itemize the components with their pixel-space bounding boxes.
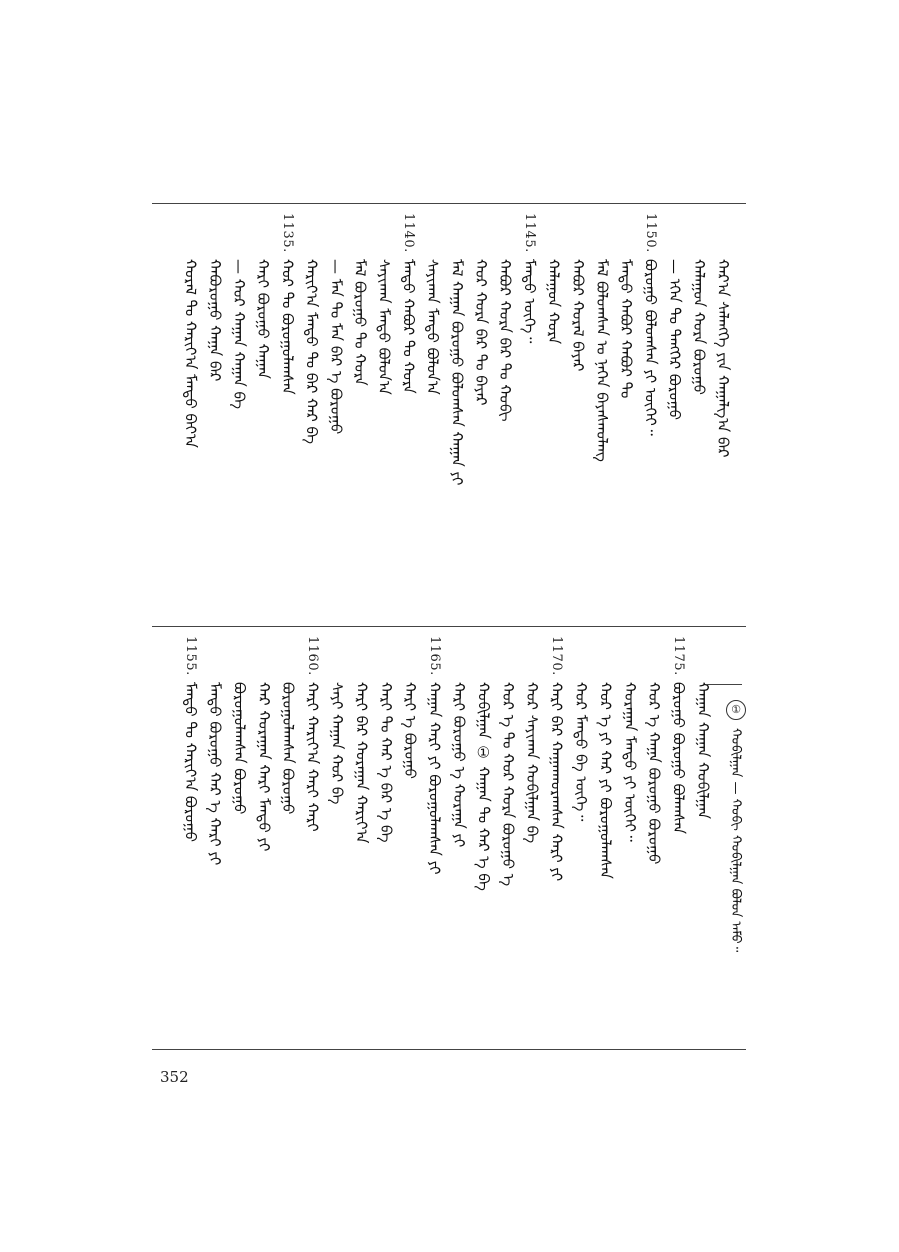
line-text: ᠮᠠᠯ ᠪᠣᠯᠤᠭᠰᠠᠨ ᠤ ᠨᠡᠭᠡᠨ ᠪᠠᠶᠠᠰᠬᠤᠯᠠᠩ bbox=[593, 258, 611, 462]
footnote-marker: ① bbox=[726, 700, 746, 720]
verse-line bbox=[692, 636, 714, 1036]
verse-line bbox=[252, 213, 274, 613]
verse-line bbox=[424, 636, 446, 1036]
line-text: ᠮᠠᠯ ᠪᠤᠷᠤᠭᠤ ᠲᠤ ᠬᠤᠷᠠ bbox=[351, 258, 369, 386]
line-number: 1145. bbox=[521, 213, 537, 253]
footnote-rule bbox=[706, 684, 742, 685]
line-text: ᠬᠠᠪᠤᠷᠤᠭᠤ ᠬᠠᠭᠠ ᠪᠠᠷ bbox=[205, 258, 224, 382]
line-text: ᠬᠤᠷ ᠡ ᠲᠤ ᠬᠤᠷ ᠬᠤᠷᠠ ᠪᠤᠷᠤᠭᠤ ᠡ bbox=[498, 681, 517, 886]
top-rule bbox=[152, 203, 746, 204]
line-text: ᠰᠠᠶᠢ ᠬᠠᠭᠠᠨ ᠬᠤᠷ ᠪᠠ bbox=[328, 681, 346, 805]
line-text: ᠮᠡᠨᠳᠦ ᠲᠤ ᠬᠠᠷᠢᠶ᠎ᠠ ᠪᠤᠷᠤᠭᠤ bbox=[181, 681, 200, 842]
line-text: ᠬᠠᠷ ᠬᠤᠷᠠᠭᠠᠨ ᠬᠠᠷᠢ ᠮᠡᠨᠳᠦ ᠶᠢ bbox=[254, 681, 273, 852]
line-text: ᠬᠤᠷ ᠲᠤ ᠪᠤᠷᠤᠭᠤᠯᠠᠭᠰᠠᠨ bbox=[278, 258, 297, 395]
footnote-text: ᠬᠤᠪᠢᠯᠭᠠᠨ — ᠬᠤᠪᠢ ᠬᠤᠪᠢᠯᠭᠠᠨ ᠪᠤᠯᠤᠨ ᠠᠮᠤ᠃ bbox=[728, 728, 743, 953]
line-number: 1165. bbox=[427, 636, 443, 676]
verse-line bbox=[543, 213, 565, 613]
line-text: ᠬᠠᠭᠠᠨ ᠬᠠᠭᠠᠨ ᠬᠤᠪᠢᠯᠭᠠᠨ bbox=[694, 681, 712, 819]
verse-line bbox=[397, 213, 419, 613]
upper-verse-block bbox=[152, 213, 746, 613]
verse-line bbox=[350, 636, 372, 1036]
verse-line bbox=[180, 636, 202, 1036]
line-text: ᠬᠠᠷᠢᠶ᠎ᠠ ᠮᠡᠨᠳᠦ ᠲᠤ ᠪᠠᠷ ᠬᠠᠷ ᠪᠠ bbox=[302, 258, 321, 444]
verse-line bbox=[567, 213, 589, 613]
bottom-rule bbox=[152, 1049, 746, 1050]
line-text: ᠮᠡᠨᠳᠦ ᠪᠤᠷᠤᠭᠤ ᠬᠠᠷ ᠡ ᠬᠠᠷᠢ ᠶᠢ bbox=[206, 681, 224, 865]
middle-rule bbox=[152, 626, 746, 627]
line-text: ᠬᠠᠷᠢ ᠪᠠᠷ ᠬᠠᠭᠠᠨᠬᠤᠷᠠᠭᠰᠠᠨ ᠬᠠᠷᠢ ᠶᠢ bbox=[547, 681, 566, 881]
verse-line bbox=[472, 636, 494, 1036]
line-text: ᠬᠠᠯᠠᠭᠤᠨ ᠬᠤᠷᠠ bbox=[544, 258, 563, 344]
verse-line bbox=[643, 636, 665, 1036]
line-text: ᠬᠠᠷᠢ ᠬᠠᠷᠢᠶ᠎ᠠ ᠬᠠᠷᠢ ᠬᠠᠷᠢ bbox=[303, 681, 322, 832]
verse-line bbox=[570, 636, 592, 1036]
verse-line bbox=[712, 213, 734, 613]
verse-line bbox=[446, 213, 468, 613]
line-text: ᠬᠠᠷᠢ ᠪᠤᠷᠤᠭᠤ ᠬᠠᠭᠠᠨ bbox=[254, 258, 273, 379]
line-text: — ᠮᠡᠨ ᠲᠤ ᠮᠡᠨ ᠪᠠᠷ ᠡ ᠪᠤᠷᠤᠭᠤ bbox=[326, 258, 345, 434]
line-text: ᠪᠤᠷᠤᠭᠤ ᠪᠣᠯᠤᠭᠰᠠᠨ ᠶᠢ ᠦᠭᠡᠶ᠃ bbox=[641, 258, 660, 436]
verse-line bbox=[594, 636, 616, 1036]
verse-line bbox=[521, 636, 543, 1036]
verse-line bbox=[668, 636, 690, 1036]
verse-line bbox=[180, 213, 202, 613]
line-text: ᠬᠠᠪᠤᠷ ᠬᠤᠷᠠ ᠪᠠᠷ ᠲᠤ ᠬᠤᠪᠢ bbox=[496, 258, 515, 422]
verse-line bbox=[375, 636, 397, 1036]
line-text: ᠮᠡᠨᠳᠦ ᠬᠠᠪᠤᠷ ᠲᠤ ᠬᠤᠷᠠ bbox=[399, 258, 418, 394]
verse-line bbox=[688, 213, 710, 613]
verse-line bbox=[470, 213, 492, 613]
line-text: ᠬᠠᠷᠢ ᠲᠤ ᠬᠠᠷ ᠡ ᠪᠠᠷ ᠡ ᠪᠠ bbox=[376, 681, 395, 843]
line-number: 1140. bbox=[400, 213, 416, 253]
line-text: ᠬᠤᠷ ᠬᠤᠷᠠ ᠪᠠᠷ ᠲᠤ ᠪᠠᠶᠠᠷ bbox=[472, 258, 490, 406]
verse-line bbox=[228, 213, 250, 613]
line-text: ᠬᠤᠷ ᠰᠠᠶᠢᠬᠠᠨ ᠬᠤᠪᠢᠯᠭᠠᠨ ᠪᠠ bbox=[523, 681, 542, 843]
line-number: 1175. bbox=[671, 636, 687, 676]
verse-line bbox=[448, 636, 470, 1036]
verse-line bbox=[494, 213, 516, 613]
verse-line bbox=[326, 636, 348, 1036]
line-text: ᠬᠤᠷᠠᠭᠠᠨ ᠮᠡᠨᠳᠦ ᠶᠢ ᠦᠭᠡᠶ᠃ bbox=[620, 681, 639, 842]
line-number: 1160. bbox=[305, 636, 321, 676]
footnote-line bbox=[724, 728, 746, 952]
line-text: ᠬᠠᠭᠠᠨ ᠬᠠᠷᠢ ᠶᠢ ᠪᠤᠷᠤᠭᠤᠯᠠᠭᠰᠠᠨ ᠶᠢ bbox=[425, 681, 444, 875]
verse-line bbox=[302, 636, 324, 1036]
verse-line bbox=[277, 636, 299, 1036]
page-number: 352 bbox=[160, 1068, 189, 1086]
verse-line bbox=[253, 636, 275, 1036]
verse-line bbox=[422, 213, 444, 613]
line-text: ᠬᠠᠷᠢ ᠪᠠᠷ ᠬᠤᠷᠠᠭᠠᠨ ᠬᠠᠷᠢᠶ᠎ᠠ bbox=[352, 681, 371, 844]
line-text: ᠪᠤᠷᠤᠭᠤᠯᠠᠭᠰᠠᠨ ᠪᠤᠷᠤᠭᠤ bbox=[279, 681, 298, 815]
line-text: ᠮᠡᠨᠳᠦ ᠦᠭᠡ᠃ bbox=[520, 258, 539, 343]
verse-line bbox=[615, 213, 637, 613]
line-text: ᠬᠤᠪᠢᠯᠭᠠᠨ ① ᠬᠠᠭᠠᠨ ᠲᠤ ᠬᠠᠷ ᠡ ᠪᠠ bbox=[474, 681, 493, 891]
line-text: ᠮᠠᠯ ᠬᠠᠭᠠᠨ ᠪᠤᠷᠤᠭᠤ ᠪᠣᠯᠤᠭᠰᠠᠨ ᠬᠠᠭᠠᠨ ᠶᠢ bbox=[447, 258, 466, 486]
verse-line bbox=[591, 213, 613, 613]
line-text: ᠪᠤᠷᠤᠭᠤᠯᠠᠭᠰᠠᠨ ᠪᠤᠷᠤᠭᠤ bbox=[230, 681, 249, 815]
line-text: ᠬᠠᠪᠤᠷ ᠬᠤᠷᠠᠯ ᠪᠠᠶᠠᠷ bbox=[568, 258, 587, 372]
line-text: ᠬᠤᠷ ᠮᠡᠨᠳᠦ ᠪᠠ ᠦᠭᠡ᠃ bbox=[572, 681, 590, 821]
verse-line bbox=[497, 636, 519, 1036]
line-text: ᠬᠠᠷᠢ ᠪᠤᠷᠤᠭᠤ ᠡ ᠬᠤᠷᠠᠭᠠ ᠶᠢ bbox=[450, 681, 468, 848]
lower-verse-block bbox=[152, 636, 746, 1036]
verse-line bbox=[349, 213, 371, 613]
line-text: ᠬᠤᠷ ᠡ ᠶᠢ ᠬᠠᠷ ᠶᠢ ᠪᠤᠷᠤᠭᠤᠯᠠᠭᠰᠠᠨ bbox=[596, 681, 615, 879]
verse-line bbox=[204, 213, 226, 613]
line-text: ᠬᠤᠷᠠᠯ ᠲᠤ ᠬᠠᠷᠢᠶ᠎ᠠ ᠮᠡᠨᠳᠦ ᠪᠠᠶ᠎ᠠ bbox=[181, 258, 200, 448]
line-text: — ᠡᠭᠡᠨ ᠲᠤ ᠲᠡᠩᠭᠡᠷ ᠪᠤᠷᠤᠭᠤ bbox=[665, 258, 684, 420]
verse-line bbox=[276, 213, 298, 613]
line-text: — ᠬᠤᠷ ᠬᠠᠭᠠᠨ ᠬᠠᠭᠠᠨ ᠪᠠ bbox=[230, 258, 248, 409]
verse-line bbox=[619, 636, 641, 1036]
line-text: ᠬᠠᠷᠢ ᠡ ᠪᠤᠷᠤᠭᠤ bbox=[401, 681, 420, 779]
line-number: 1150. bbox=[642, 213, 658, 253]
line-number: 1170. bbox=[549, 636, 565, 676]
verse-line bbox=[373, 213, 395, 613]
verse-line bbox=[664, 213, 686, 613]
verse-line bbox=[204, 636, 226, 1036]
line-text: ᠬᠠᠯᠠᠭᠤᠨ ᠬᠤᠷᠠ ᠪᠤᠷᠤᠭᠤ bbox=[689, 258, 708, 395]
verse-line bbox=[228, 636, 250, 1036]
verse-line bbox=[518, 213, 540, 613]
line-text: ᠰᠠᠶᠢᠬᠠᠨ ᠮᠡᠨᠳᠦ ᠪᠣᠯᠤᠨ᠎ᠠ bbox=[375, 258, 394, 395]
verse-line bbox=[325, 213, 347, 613]
line-number: 1135. bbox=[279, 213, 295, 253]
verse-line bbox=[639, 213, 661, 613]
line-text: ᠪᠤᠷᠤᠭᠤ ᠪᠤᠷᠤᠭᠤ ᠪᠤᠯᠠᠭᠰᠠᠨ bbox=[669, 681, 688, 834]
verse-line bbox=[399, 636, 421, 1036]
line-text: ᠬᠤᠷ ᠡ ᠬᠠᠭᠠ ᠪᠤᠷᠤᠭᠤ ᠪᠤᠷᠤᠭᠤ bbox=[645, 681, 664, 865]
line-number: 1155. bbox=[183, 636, 199, 676]
verse-line bbox=[301, 213, 323, 613]
verse-line bbox=[546, 636, 568, 1036]
line-text: ᠮᠡᠨᠳᠦ ᠬᠠᠪᠤᠷ ᠬᠠᠪᠤᠷ ᠲᠤ bbox=[617, 258, 636, 399]
line-text: ᠬᠠᠷ᠎ᠠ ᠰᠡᠯᠡᠩᠭᠡ ᠶᠢᠨ ᠬᠠᠭᠠᠯᠭ᠎ᠠ ᠪᠠᠷ bbox=[714, 258, 732, 458]
line-text: ᠰᠠᠶᠢᠬᠠᠨ ᠮᠡᠨᠳᠦ ᠪᠣᠯᠤᠨ᠎ᠠ bbox=[423, 258, 442, 395]
